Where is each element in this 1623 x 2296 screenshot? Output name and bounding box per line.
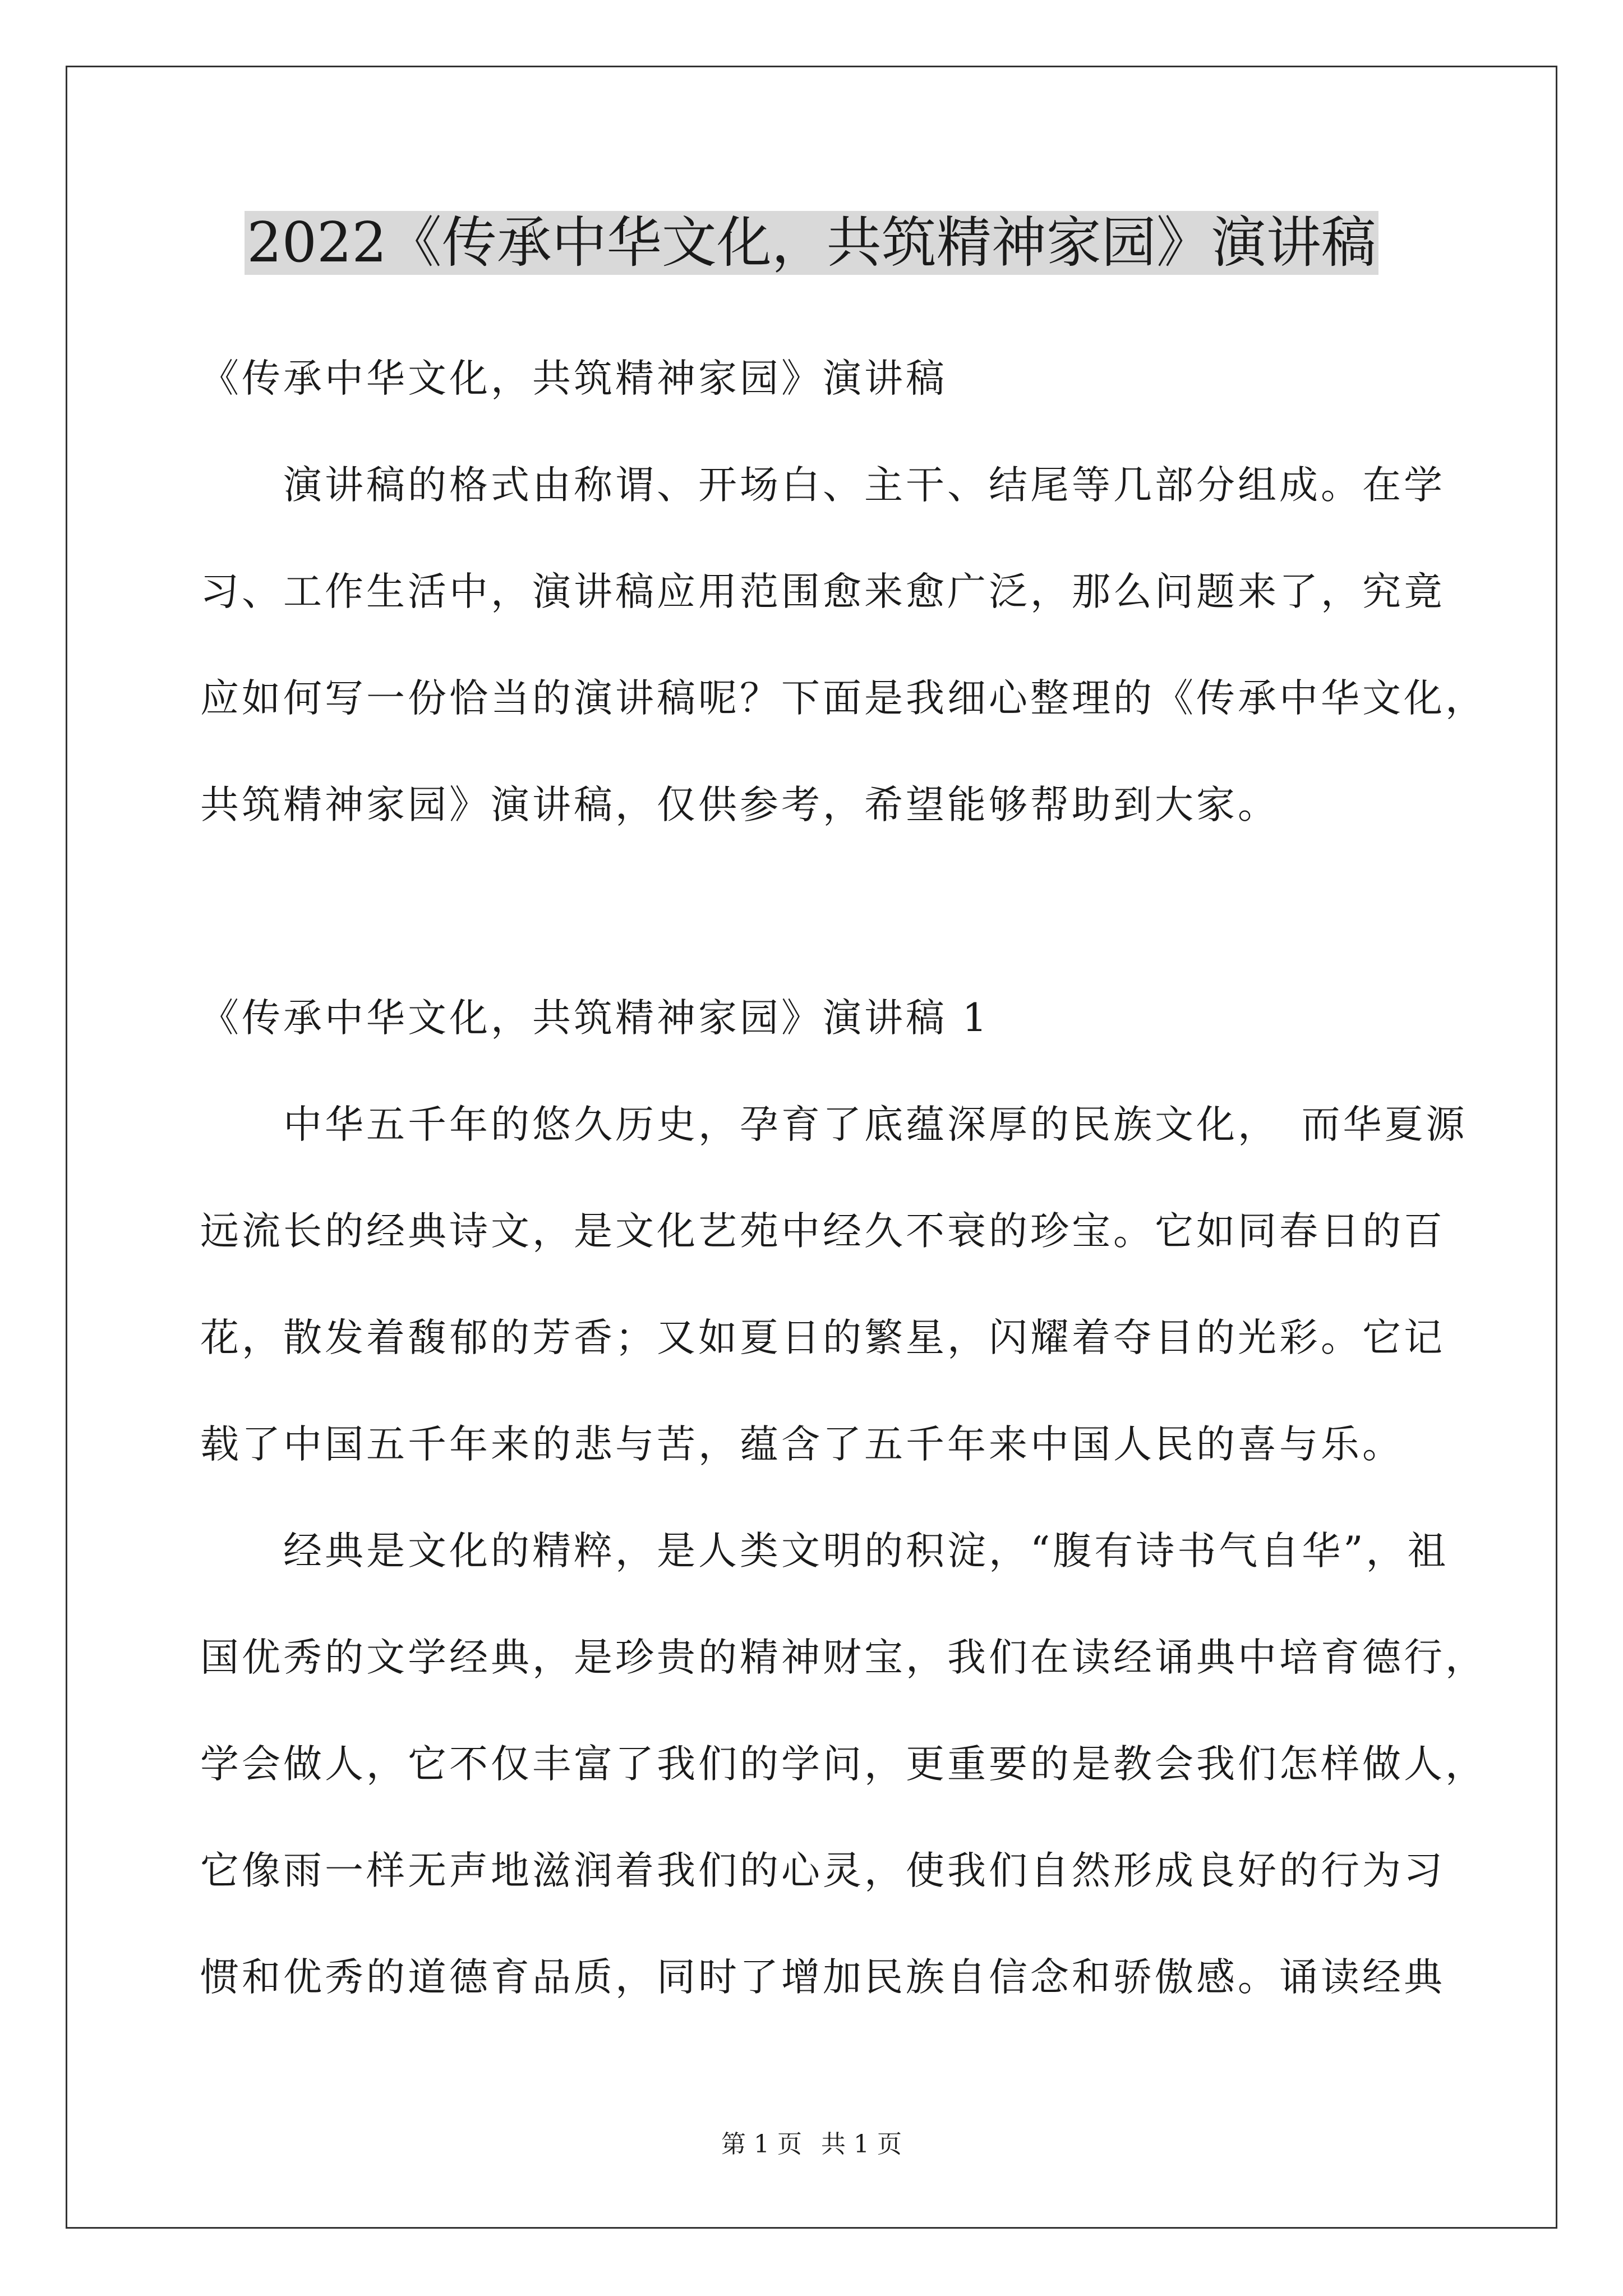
body-line: 它像雨一样无声地滋润着我们的心灵，使我们自然形成良好的行为习 (200, 1848, 1445, 1893)
body-line: 惯和优秀的道德育品质，同时了增加民族自信念和骄傲感。诵读经典 (200, 1955, 1445, 2000)
body-line: 演讲稿的格式由称谓、开场白、主干、结尾等几部分组成。在学 (200, 463, 1445, 508)
body-line: 应如何写一份恰当的演讲稿呢？下面是我细心整理的《传承中华文化， (200, 676, 1487, 721)
body-line: 共筑精神家园》演讲稿，仅供参考，希望能够帮助到大家。 (200, 783, 1279, 827)
body-line: 经典是文化的精粹，是人类文明的积淀，“腹有诗书气自华”，祖 (200, 1529, 1449, 1573)
body-line: 习、工作生活中，演讲稿应用范围愈来愈广泛，那么问题来了，究竟 (200, 569, 1445, 614)
body-line: 中华五千年的悠久历史，孕育了底蕴深厚的民族文化， 而华夏源 (200, 1102, 1468, 1147)
document-title: 2022《传承中华文化，共筑精神家园》演讲稿 (0, 206, 1623, 279)
page-total: 共 1 页 (821, 2130, 902, 2159)
page-footer (0, 2128, 1623, 2161)
body-line: 载了中国五千年来的悲与苦，蕴含了五千年来中国人民的喜与乐。 (200, 1422, 1404, 1467)
page-number: 第 1 页 (721, 2130, 802, 2159)
body-line: 国优秀的文学经典，是珍贵的精神财宝，我们在读经诵典中培育德行， (200, 1635, 1487, 1680)
body-line: 远流长的经典诗文，是文化艺苑中经久不衰的珍宝。它如同春日的百 (200, 1209, 1445, 1254)
section-heading: 《传承中华文化，共筑精神家园》演讲稿 1 (200, 996, 990, 1041)
body-line: 花，散发着馥郁的芳香；又如夏日的繁星，闪耀着夺目的光彩。它记 (200, 1315, 1445, 1360)
body-line: 学会做人，它不仅丰富了我们的学问，更重要的是教会我们怎样做人， (200, 1742, 1487, 1787)
subtitle-line: 《传承中华文化，共筑精神家园》演讲稿 (200, 356, 947, 401)
